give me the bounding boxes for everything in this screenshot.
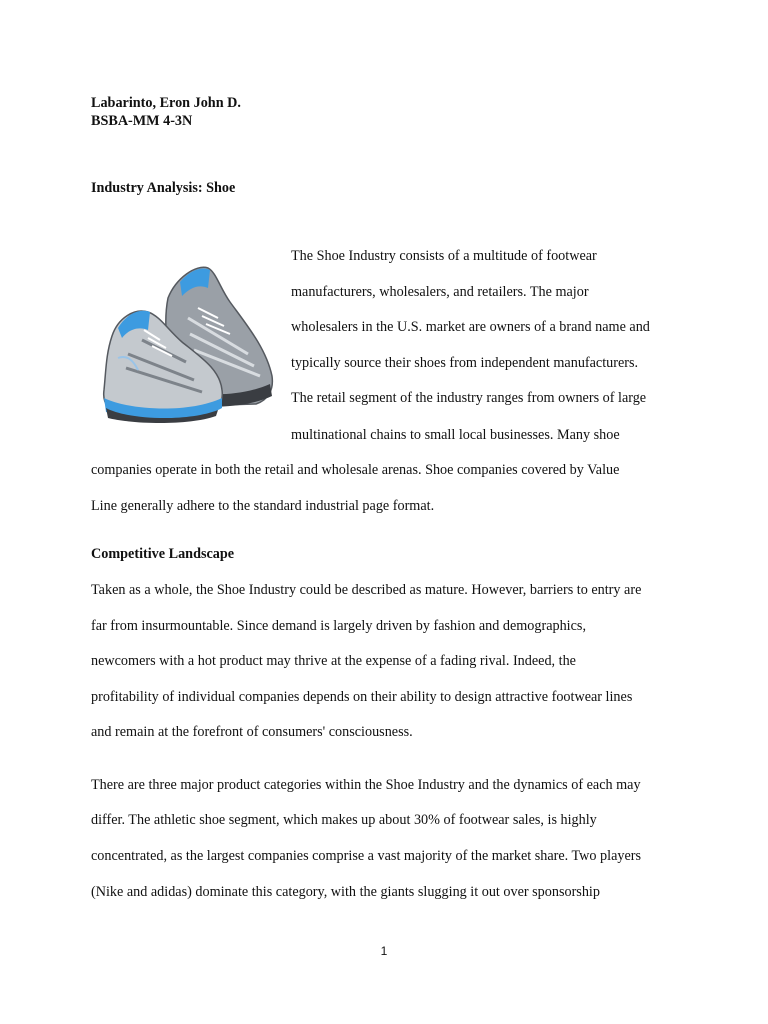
intro-line-2: manufacturers, wholesalers, and retailers. The major xyxy=(291,284,589,300)
shoe-image xyxy=(98,258,276,424)
author-name: Labarinto, Eron John D. xyxy=(91,95,241,111)
intro-line-1: The Shoe Industry consists of a multitude of footwear xyxy=(291,248,597,264)
paragraph2-line-3: concentrated, as the largest companies comprise a vast majority of the market share. Two players xyxy=(91,848,642,864)
intro-line-7: companies operate in both the retail and wholesale arenas. Shoe companies covered by Value xyxy=(91,462,620,478)
intro-line-3: wholesalers in the U.S. market are owners of a brand name and xyxy=(291,319,650,335)
paragraph1-line-5: and remain at the forefront of consumers' consciousness. xyxy=(91,724,413,740)
intro-line-5: The retail segment of the industry ranges from owners of large xyxy=(291,390,647,406)
paragraph1-line-3: newcomers with a hot product may thrive at the expense of a fading rival. Indeed, the xyxy=(91,653,576,669)
intro-line-8: Line generally adhere to the standard industrial page format. xyxy=(91,498,435,514)
intro-line-4: typically source their shoes from independent manufacturers. xyxy=(291,355,639,371)
paragraph2-line-2: differ. The athletic shoe segment, which makes up about 30% of footwear sales, is highly xyxy=(91,812,597,828)
section-heading-competitive: Competitive Landscape xyxy=(91,546,235,562)
paragraph2-line-4: (Nike and adidas) dominate this category, with the giants slugging it out over sponsorship xyxy=(91,884,600,900)
page-number: 1 xyxy=(380,944,388,958)
paragraph1-line-2: far from insurmountable. Since demand is largely driven by fashion and demographics, xyxy=(91,618,586,634)
class-section: BSBA-MM 4-3N xyxy=(91,113,193,129)
paragraph2-line-1: There are three major product categories within the Shoe Industry and the dynamics of each may xyxy=(91,777,641,793)
document-title: Industry Analysis: Shoe xyxy=(91,180,236,196)
paragraph1-line-4: profitability of individual companies depends on their ability to design attractive footwear lines xyxy=(91,689,633,705)
paragraph1-line-1: Taken as a whole, the Shoe Industry could be described as mature. However, barriers to entry are xyxy=(91,582,642,598)
intro-line-6: multinational chains to small local businesses. Many shoe xyxy=(291,427,620,443)
